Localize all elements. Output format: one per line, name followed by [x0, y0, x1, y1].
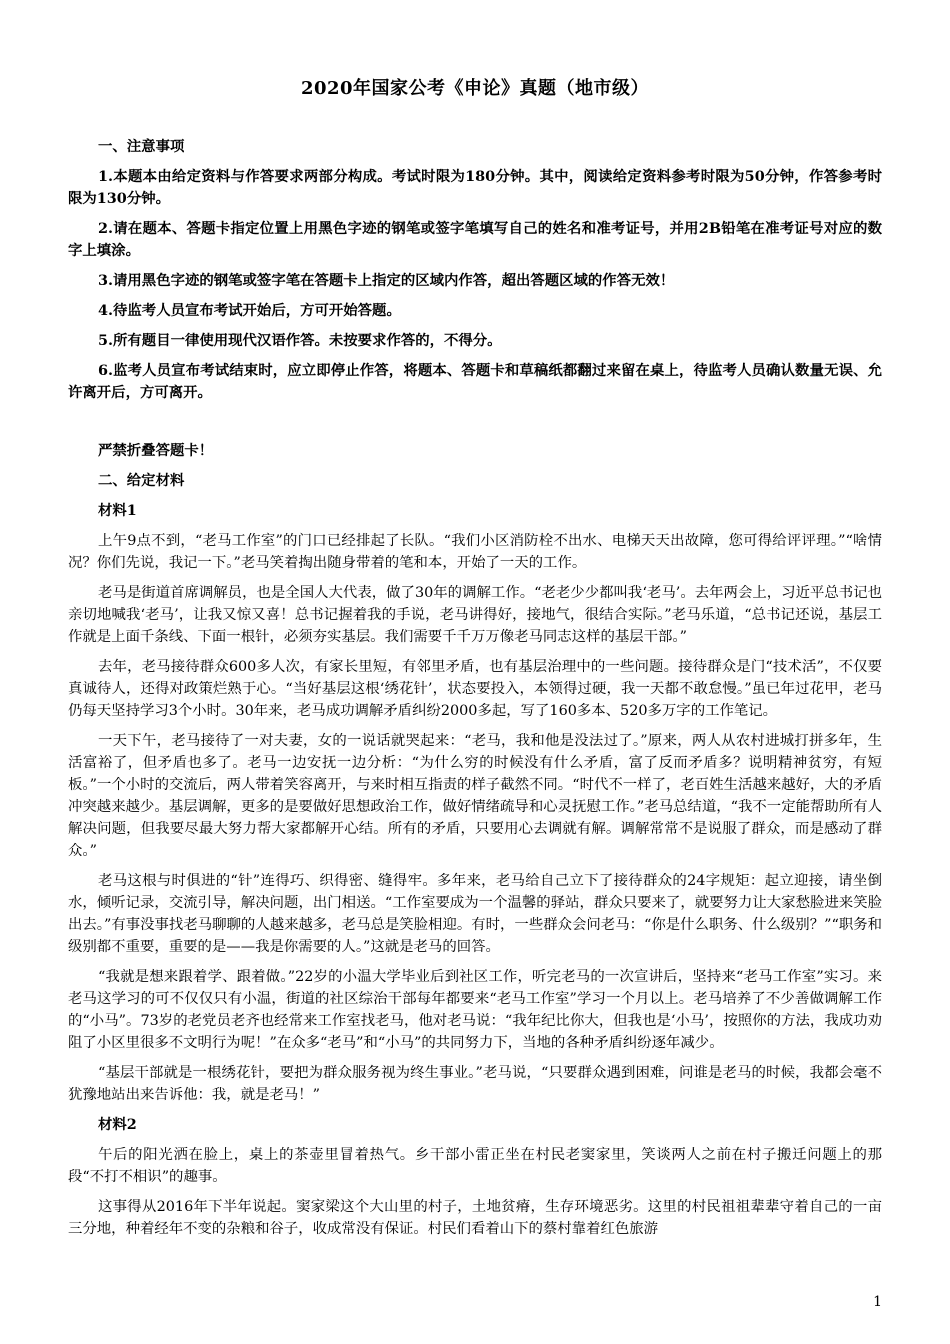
- material-paragraph: “我就是想来跟着学、跟着做。”22岁的小温大学毕业后到社区工作，听完老马的一次宣讲后，坚持来“老马工作室”实习。来老马这学习的可不仅仅只有小温，街道的社区综治干部每年都要来“老马工作室”学习一个月以上。老马培养了不少善做调解工作的“小马”。73岁的老党员老齐也经常来工作室找老马，他对老马说：“我年纪比你大，但我也是‘小马’，按照你的方法，我成功劝阻了小区里很多不文明行为呢！”在众多“老马”和“小马”的共同努力下，当地的各种矛盾纠纷逐年减少。: [68, 969, 882, 1051]
- material-paragraph: 去年，老马接待群众600多人次，有家长里短，有邻里矛盾，也有基层治理中的一些问题。接待群众是门“技术活”，不仅要真诚待人，还得对政策烂熟于心。“当好基层这根‘绣花针’，状态要投入，本领得过硬，我一天都不敢怠慢。”虽已年过花甲，老马仍每天坚持学习3个小时。30年来，老马成功调解矛盾纠纷2000多起，写了160多本、520多万字的工作笔记。: [68, 659, 882, 719]
- document-body: [68, 136, 882, 1248]
- page-number: 1: [873, 1294, 882, 1310]
- section-heading-materials: 二、给定材料: [98, 472, 185, 489]
- note-item: 6.监考人员宣布考试结束时，应立即停止作答，将题本、答题卡和草稿纸都翻过来留在桌上，待监考人员确认数量无误、允许离开后，方可离开。: [68, 362, 882, 401]
- material-paragraph: “基层干部就是一根绣花针，要把为群众服务视为终生事业。”老马说，“只要群众遇到困难，问谁是老马的时候，我都会毫不犹豫地站出来告诉他：我，就是老马！”: [68, 1065, 882, 1103]
- document-title: 2020年国家公考《申论》真题（地市级）: [300, 78, 650, 99]
- material-paragraph: 一天下午，老马接待了一对夫妻，女的一说话就哭起来：“老马，我和他是没法过了。”原来，两人从农村进城打拼多年，生活富裕了，但矛盾也多了。老马一边安抚一边分析：“为什么穷的时候没有什么矛盾，富了反而矛盾多？说明精神贫穷，有短板。”一个小时的交流后，两人带着笑容离开，与来时相互指责的样子截然不同。“时代不一样了，老百姓生活越来越好，大的矛盾冲突越来越少。基层调解，更多的是要做好思想政治工作，做好情绪疏导和心灵抚慰工作。”老马总结道，“我不一定能帮助所有人解决问题，但我要尽最大努力帮大家都解开心结。所有的矛盾，只要用心去调就有解。调解常常不是说服了群众，而是感动了群众。”: [68, 733, 882, 859]
- material-heading: 材料1: [98, 502, 137, 519]
- note-item: 3.请用黑色字迹的钢笔或签字笔在答题卡上指定的区域内作答，超出答题区域的作答无效！: [98, 272, 675, 289]
- material-paragraph: 这事得从2016年下半年说起。窦家梁这个大山里的村子，土地贫瘠，生存环境恶劣。这里的村民祖祖辈辈守着自己的一亩三分地，种着经年不变的杂粮和谷子，收成常没有保证。村民们看着山下的蔡村靠着红色旅游: [68, 1199, 882, 1237]
- section-heading-notes: 一、注意事项: [98, 138, 185, 155]
- section-spacer: [68, 412, 882, 440]
- material-paragraph: 上午9点不到，“老马工作室”的门口已经排起了长队。“我们小区消防栓不出水、电梯天天出故障，您可得给评评理。”“啥情况？你们先说，我记一下。”老马笑着掏出随身带着的笔和本，开始了一天的工作。: [68, 533, 882, 571]
- material-paragraph: 老马是街道首席调解员，也是全国人大代表，做了30年的调解工作。“老老少少都叫我‘老马’。去年两会上，习近平总书记也亲切地喊我‘老马’，让我又惊又喜！总书记握着我的手说，老马讲得好，接地气，很结合实际。”老马乐道，“总书记还说，基层工作就是上面千条线、下面一根针，必须夯实基层。我们需要千千万万像老马同志这样的基层干部。”: [68, 585, 882, 645]
- material-paragraph: 午后的阳光洒在脸上，桌上的茶壶里冒着热气。乡干部小雷正坐在村民老窦家里，笑谈两人之前在村子搬迁问题上的那段“不打不相识”的趣事。: [68, 1147, 882, 1185]
- note-item: 2.请在题本、答题卡指定位置上用黑色字迹的钢笔或签字笔填写自己的姓名和准考证号，并用2B铅笔在准考证号对应的数字上填涂。: [68, 220, 882, 259]
- warning-text: 严禁折叠答题卡！: [98, 442, 214, 459]
- note-item: 5.所有题目一律使用现代汉语作答。未按要求作答的，不得分。: [98, 332, 502, 349]
- material-heading: 材料2: [98, 1116, 137, 1133]
- material-paragraph: 老马这根与时俱进的“针”连得巧、织得密、缝得牢。多年来，老马给自己立下了接待群众的24字规矩：起立迎接，请坐倒水，倾听记录，交流引导，解决问题，出门相送。“工作室要成为一个温馨的驿站，群众只要来了，就要努力让大家愁脸进来笑脸出去。”有事没事找老马聊聊的人越来越多，老马总是笑脸相迎。有时，一些群众会问老马：“你是什么职务、什么级别？”“职务和级别都不重要，重要的是——我是你需要的人。”这就是老马的回答。: [68, 873, 882, 955]
- note-item: 4.待监考人员宣布考试开始后，方可开始答题。: [98, 302, 401, 319]
- note-item: 1.本题本由给定资料与作答要求两部分构成。考试时限为180分钟。其中，阅读给定资料参考时限为50分钟，作答参考时限为130分钟。: [68, 168, 882, 207]
